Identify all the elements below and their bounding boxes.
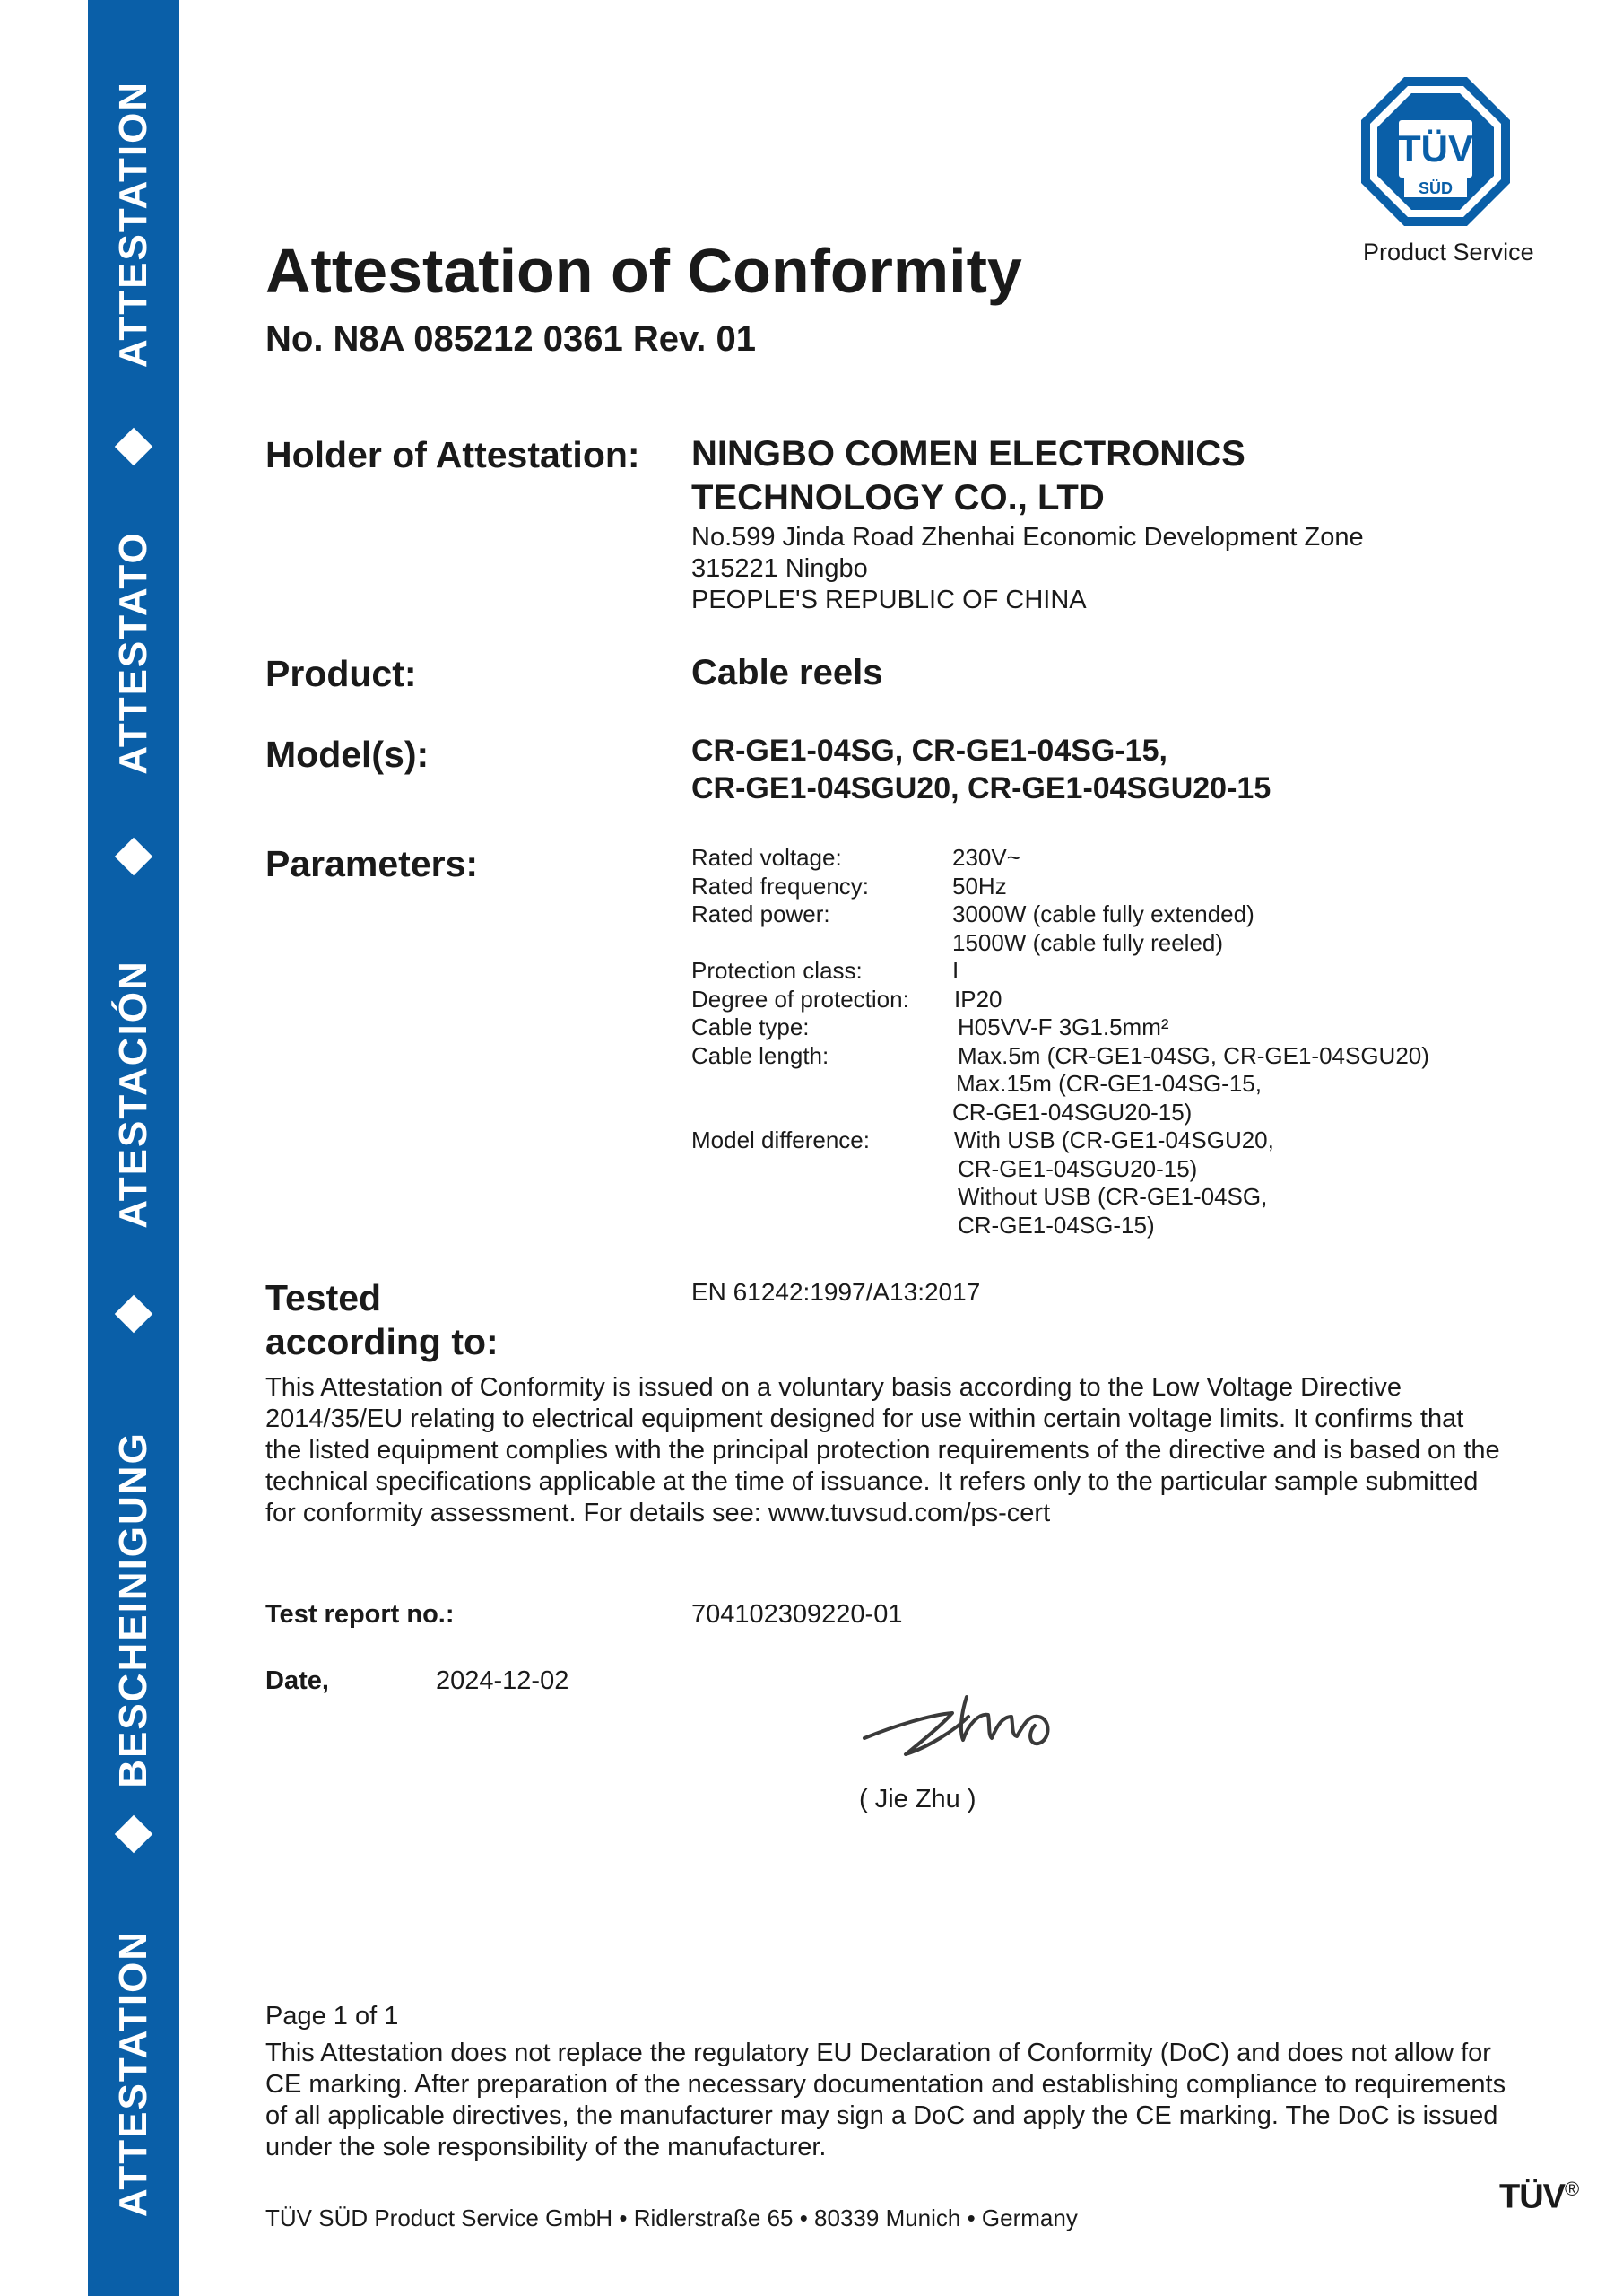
- diamond-icon: [115, 1295, 152, 1333]
- model-line: CR-GE1-04SG, CR-GE1-04SG-15,: [691, 734, 1167, 768]
- param-value: CR-GE1-04SGU20-15): [952, 1099, 1193, 1126]
- param-value: 230V~: [952, 844, 1020, 871]
- param-value: Without USB (CR-GE1-04SG,: [958, 1183, 1268, 1210]
- param-name-cable-length: Cable length:: [691, 1042, 829, 1069]
- side-word-attestato: ATTESTATO: [111, 531, 155, 775]
- test-report-label: Test report no.:: [265, 1600, 455, 1629]
- param-value: CR-GE1-04SGU20-15): [958, 1155, 1198, 1182]
- param-name-rated-power: Rated power:: [691, 900, 830, 927]
- tested-label-line: according to:: [265, 1321, 499, 1362]
- tuv-wordmark-text: TÜV: [1499, 2178, 1565, 2216]
- side-word-atestacion: ATESTACIÓN: [111, 960, 155, 1229]
- side-word-attestation-top: ATTESTATION: [111, 80, 155, 369]
- param-value: IP20: [954, 986, 1002, 1013]
- page-title: Attestation of Conformity: [265, 236, 1022, 306]
- param-value: Max.15m (CR-GE1-04SG-15,: [956, 1070, 1262, 1097]
- param-value: 50Hz: [952, 873, 1007, 900]
- svg-text:TÜV: TÜV: [1398, 127, 1473, 170]
- param-name-cable-type: Cable type:: [691, 1013, 810, 1040]
- svg-text:SÜD: SÜD: [1418, 179, 1454, 197]
- holder-label: Holder of Attestation:: [265, 434, 640, 475]
- diamond-icon: [115, 838, 152, 875]
- registered-mark: ®: [1565, 2178, 1579, 2200]
- diamond-icon: [115, 1815, 152, 1853]
- date-value: 2024-12-02: [436, 1666, 569, 1695]
- param-value: 3000W (cable fully extended): [952, 900, 1254, 927]
- param-name-rated-voltage: Rated voltage:: [691, 844, 842, 871]
- tested-label: [265, 1276, 499, 1364]
- product-label: Product:: [265, 653, 417, 694]
- side-band: [88, 0, 179, 2296]
- logo-caption: Product Service: [1363, 239, 1534, 265]
- footer-note: This Attestation does not replace the regulatory EU Declaration of Conformity (DoC) and does not allow for CE marking. After preparation of the necessary documentation and establishing compliance to requirements of all applicable directives, the manufacturer may sign a DoC and apply the CE marking. The DoC is issued under the sole responsibility of the manufacturer.: [265, 2039, 1506, 2161]
- param-name-rated-frequency: Rated frequency:: [691, 873, 870, 900]
- address-line: PEOPLE'S REPUBLIC OF CHINA: [691, 586, 1087, 614]
- diamond-icon: [115, 428, 152, 465]
- footer-address: TÜV SÜD Product Service GmbH • Ridlerstraße 65 • 80339 Munich • Germany: [265, 2205, 1078, 2231]
- holder-address: [691, 522, 1364, 616]
- side-word-bescheinigung: BESCHEINIGUNG: [111, 1431, 155, 1788]
- param-name-protection-class: Protection class:: [691, 957, 863, 984]
- page-number: Page 1 of 1: [265, 2002, 399, 2031]
- date-label: Date,: [265, 1666, 329, 1695]
- param-value: H05VV-F 3G1.5mm²: [958, 1013, 1169, 1040]
- parameters-label: Parameters:: [265, 843, 479, 884]
- models-label: Model(s):: [265, 734, 430, 775]
- param-value: CR-GE1-04SG-15): [958, 1212, 1155, 1239]
- tested-standard: EN 61242:1997/A13:2017: [691, 1278, 981, 1306]
- models-list: [691, 732, 1271, 807]
- param-value: 1500W (cable fully reeled): [952, 929, 1224, 956]
- tuv-sud-logo: [1359, 75, 1512, 228]
- tuv-wordmark: [1499, 2178, 1578, 2217]
- param-value: I: [952, 957, 959, 984]
- tested-label-line: Tested: [265, 1277, 382, 1318]
- side-word-attestation-bottom: ATTESTATION: [111, 1929, 155, 2218]
- address-line: No.599 Jinda Road Zhenhai Economic Development Zone: [691, 523, 1364, 552]
- product-value: Cable reels: [691, 653, 883, 692]
- handwritten-signature-icon: [859, 1661, 1074, 1760]
- signatory-name: ( Jie Zhu ): [859, 1785, 976, 1813]
- param-value: With USB (CR-GE1-04SGU20,: [954, 1126, 1274, 1153]
- holder-company-line2: TECHNOLOGY CO., LTD: [691, 478, 1105, 517]
- param-name-degree-of-protection: Degree of protection:: [691, 986, 909, 1013]
- param-name-model-difference: Model difference:: [691, 1126, 870, 1153]
- holder-company-line1: NINGBO COMEN ELECTRONICS: [691, 434, 1245, 474]
- address-line: 315221 Ningbo: [691, 554, 868, 583]
- test-report-number: 704102309220-01: [691, 1600, 903, 1629]
- statement-paragraph: This Attestation of Conformity is issued on a voluntary basis according to the Low Voltage Directive 2014/35/EU relating to electrical equipment designed for use within certain voltage limits. It confirms that the listed equipment complies with the principal protection requirements of the directive and is based on the technical specifications applicable at the time of issuance. It refers only to the particular sample submitted for conformity assessment. For details see: www.tuvsud.com/ps-cert: [265, 1373, 1500, 1527]
- certificate-number: No. N8A 085212 0361 Rev. 01: [265, 319, 757, 359]
- octagon-logo-icon: [1359, 75, 1512, 228]
- signature: [859, 1661, 1074, 1760]
- param-value: Max.5m (CR-GE1-04SG, CR-GE1-04SGU20): [958, 1042, 1429, 1069]
- model-line: CR-GE1-04SGU20, CR-GE1-04SGU20-15: [691, 771, 1271, 805]
